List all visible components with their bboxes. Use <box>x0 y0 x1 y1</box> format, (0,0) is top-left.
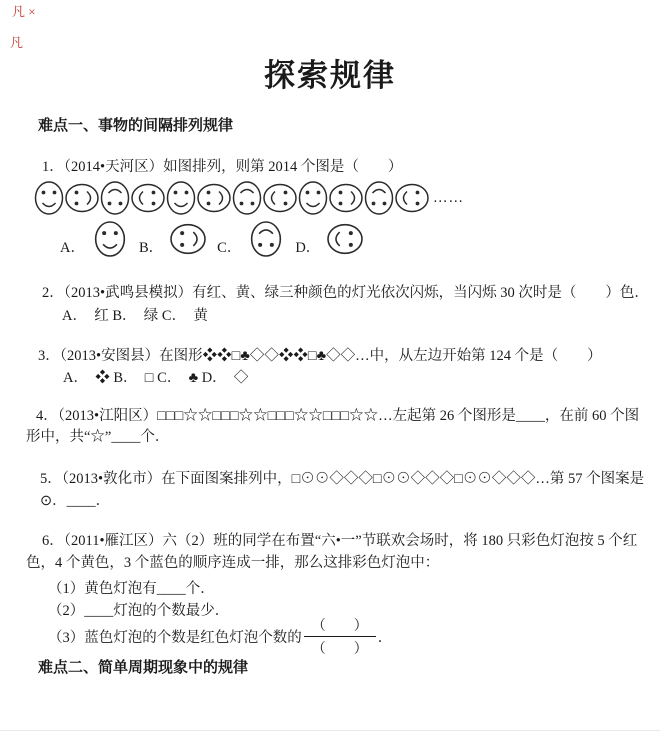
fraction-numerator: （ ） <box>304 615 376 637</box>
question-3-text: 3．（2013•安图县）在图形❖❖□♣◇◇❖❖□♣◇◇…中，从左边开始第 124 个是（ ） <box>38 348 602 364</box>
smiley-face-icon <box>99 180 131 216</box>
smiley-face-icon <box>171 219 205 259</box>
q1-option-label: B． <box>138 240 164 256</box>
ellipsis-text: …… <box>433 189 464 206</box>
corner-mark-1: 凡 × <box>12 4 36 19</box>
smiley-face-icon <box>93 219 127 259</box>
section-heading-2: 难点二、简单周期现象中的规律 <box>38 659 249 676</box>
question-6-sub3-suffix: ． <box>377 630 393 646</box>
question-6-sub3 <box>48 615 392 658</box>
smiley-face-icon <box>132 180 164 216</box>
smiley-face-icon <box>363 180 395 216</box>
question-6-text-line1: 6．（2011•雁江区）六（2）班的同学在布置“六•一”节联欢会场时，将 180 只彩色灯泡按 5 个红 <box>42 533 638 549</box>
question-6-sub3-prefix: （3）蓝色灯泡的个数是红色灯泡个数的 <box>48 630 302 646</box>
question-4-text-line1: 4．（2013•江阳区）□□□☆☆□□□☆☆□□□☆☆□□□☆☆…左起第 26 个图形是____，在前 60 个图 <box>36 408 640 424</box>
smiley-face-icon <box>249 219 283 259</box>
corner-mark-2: 凡 <box>10 35 24 50</box>
q1-option-label: C． <box>217 240 242 256</box>
page-title: 探索规律 <box>264 58 396 93</box>
question-6-text-line2: 色，4 个黄色，3 个蓝色的顺序连成一排，那么这排彩色灯泡中： <box>26 555 440 571</box>
q1-option-label: A． <box>60 240 85 256</box>
question-2-options: A． 红 B． 绿 C． 黄 <box>62 308 208 324</box>
smiley-face-icon <box>328 219 362 259</box>
section-heading-1: 难点一、事物的间隔排列规律 <box>38 117 234 134</box>
question-4-text-line2: 形中，共“☆”____个． <box>26 429 170 445</box>
q1-option-label: D． <box>295 240 321 256</box>
q1-option <box>217 219 283 259</box>
question-5-text-line2: ⊙．____． <box>40 493 111 509</box>
smiley-face-icon <box>198 180 230 216</box>
fraction-denominator: （ ） <box>311 642 368 657</box>
smiley-face-icon <box>66 180 98 216</box>
smiley-face-icon <box>396 180 428 216</box>
smiley-sequence <box>33 180 428 216</box>
q1-option <box>139 219 205 259</box>
question-3-options: A． ❖ B． □ C． ♣ D． ◇ <box>63 370 249 386</box>
question-1-pattern-row <box>33 180 464 216</box>
question-1-text: 1．（2014•天河区）如图排列，则第 2014 个图是（ ） <box>42 159 403 175</box>
q1-options <box>60 219 362 259</box>
smiley-face-icon <box>264 180 296 216</box>
smiley-face-icon <box>330 180 362 216</box>
q1-option <box>60 219 127 259</box>
question-2-text: 2．（2013•武鸣县模拟）有红、黄、绿三种颜色的灯光依次闪烁，当闪烁 30 次时是（ ）色． <box>42 285 649 301</box>
question-6-sub1: （1）黄色灯泡有____个． <box>48 581 215 597</box>
q1-option <box>295 219 362 259</box>
smiley-face-icon <box>165 180 197 216</box>
fraction-blank <box>304 615 376 658</box>
smiley-face-icon <box>33 180 65 216</box>
question-5-text-line1: 5．（2013•敦化市）在下面图案排列中，□⊙⊙◇◇◇□⊙⊙◇◇◇□⊙⊙◇◇◇…第 57 个图案是 <box>40 471 645 487</box>
question-6-sub2: （2）____灯泡的个数最少． <box>48 603 230 619</box>
smiley-face-icon <box>297 180 329 216</box>
smiley-face-icon <box>231 180 263 216</box>
